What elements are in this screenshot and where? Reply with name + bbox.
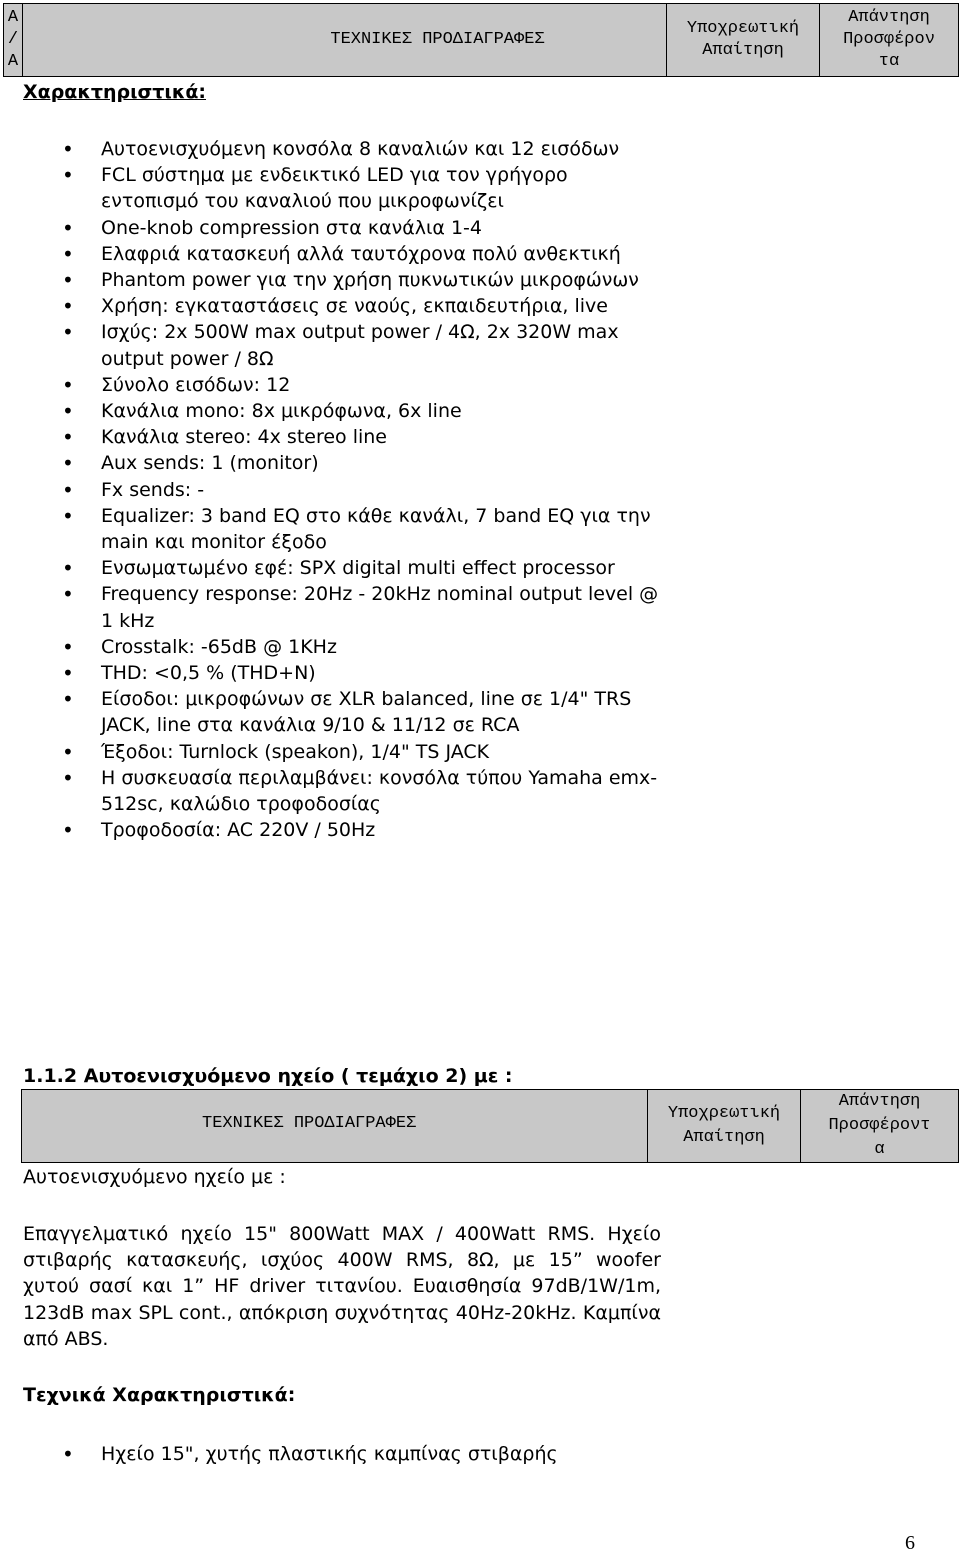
spec-item: • Χρήση: εγκαταστάσεις σε ναούς, εκπαιδευτήρια, live (0, 293, 661, 319)
header2-answer-line2: Προσφέροντ (828, 1116, 931, 1135)
header2-cell-answer (801, 1090, 958, 1162)
spec-item: • Τροφοδοσία: AC 220V / 50Hz (0, 817, 661, 843)
spec-item: • Frequency response: 20Hz - 20kHz nominal output level @ 1 kHz (0, 581, 661, 633)
header-answer-line3: τα (878, 52, 900, 71)
spec-item: • Ηχείο 15", χυτής πλαστικής καμπίνας στιβαρής (0, 1441, 661, 1467)
spec-item: • Σύνολο εισόδων: 12 (0, 372, 661, 398)
spec-item: • Equalizer: 3 band EQ στο κάθε κανάλι, 7 band EQ για την main και monitor έξοδο (0, 503, 661, 555)
spec-table-header-2 (21, 1089, 959, 1163)
spec-item: • Η συσκευασία περιλαμβάνει: κονσόλα τύπου Yamaha emx-512sc, καλώδιο τροφοδοσίας (0, 765, 661, 817)
spec-item: • Ισχύς: 2x 500W max output power / 4Ω, 2x 320W max output power / 8Ω (0, 319, 661, 371)
page-number: 6 (905, 1532, 915, 1554)
header2-required-line2: Απαίτηση (683, 1128, 765, 1147)
spec-item: • Crosstalk: -65dB @ 1KHz (0, 634, 661, 660)
section-features-label: Χαρακτηριστικά: (23, 81, 206, 103)
spec-item: • Αυτοενισχυόμενη κονσόλα 8 καναλιών και 12 εισόδων (0, 136, 661, 162)
header2-required-line1: Υποχρεωτική (667, 1104, 781, 1123)
spec-item: • THD: <0,5 % (THD+N) (0, 660, 661, 686)
spec-item: • Fx sends: - (0, 477, 661, 503)
header-required-line1: Υποχρεωτική (686, 19, 800, 38)
spec-item: • Ελαφριά κατασκευή αλλά ταυτόχρονα πολύ ανθεκτική (0, 241, 661, 267)
spec-table-header (3, 3, 959, 77)
header2-answer-line1: Απάντηση (838, 1092, 921, 1111)
header2-answer-line3: α (874, 1140, 885, 1159)
spec-list (0, 136, 960, 843)
spec-item: • Phantom power για την χρήση πυκνωτικών μικροφώνων (0, 267, 661, 293)
header2-cell-title (22, 1090, 648, 1162)
header-title-text: ΤΕΧΝΙΚΕΣ ΠΡΟΔΙΑΓΡΑΦΕΣ (330, 30, 545, 49)
header-cell-title (23, 4, 667, 76)
spec-item: • Ενσωματωμένο εφέ: SPX digital multi effect processor (0, 555, 661, 581)
header2-cell-required (648, 1090, 801, 1162)
header-aa-line2: / (7, 30, 19, 49)
spec-item: • Έξοδοι: Turnlock (speakon), 1/4" TS JACK (0, 739, 661, 765)
spec-item: • One-knob compression στα κανάλια 1-4 (0, 215, 661, 241)
spec-item: • Είσοδοι: μικροφώνων σε XLR balanced, line σε 1/4" TRS JACK, line στα κανάλια 9/10 & 11/12 σε RCA (0, 686, 661, 738)
header-required-line2: Απαίτηση (702, 41, 784, 60)
header-answer-line1: Απάντηση (848, 8, 930, 27)
header-cell-required (667, 4, 820, 76)
spec-item: • Κανάλια mono: 8x μικρόφωνα, 6x line (0, 398, 661, 424)
header-cell-answer (820, 4, 958, 76)
speaker-description: Επαγγελματικό ηχείο 15" 800Watt MAX / 400Watt RMS. Ηχείο στιβαρής κατασκευής, ισχύος 400W RMS, 8Ω, με 15” woofer χυτού σασί και 1” HF driver τιτανίου. Ευαισθησία 97dB/1W/1m, 123dB max SPL cont., απόκριση συχνότητας 40Hz-20kHz. Καμπίνα από ABS. (23, 1223, 661, 1350)
header2-title-text: ΤΕΧΝΙΚΕΣ ΠΡΟΔΙΑΓΡΑΦΕΣ (202, 1114, 417, 1133)
tech-features-label: Τεχνικά Χαρακτηριστικά: (23, 1384, 296, 1406)
spec-item: • Aux sends: 1 (monitor) (0, 450, 661, 476)
header-aa-line3: Α (7, 52, 19, 71)
speaker-intro: Αυτοενισχυόμενο ηχείο με : (23, 1166, 286, 1188)
section-heading-1-1-2: 1.1.2 Αυτοενισχυόμενο ηχείο ( τεμάχιο 2) με : (23, 1065, 513, 1087)
header-answer-line2: Προσφέρον (843, 30, 935, 49)
spec-list-2 (0, 1441, 960, 1467)
header-aa-line1: Α (7, 8, 19, 27)
spec-item: • FCL σύστημα με ενδεικτικό LED για τον γρήγορο εντοπισμό του καναλιού που μικροφωνίζει (0, 162, 661, 214)
header-cell-aa (4, 4, 23, 76)
spec-item: • Κανάλια stereo: 4x stereo line (0, 424, 661, 450)
